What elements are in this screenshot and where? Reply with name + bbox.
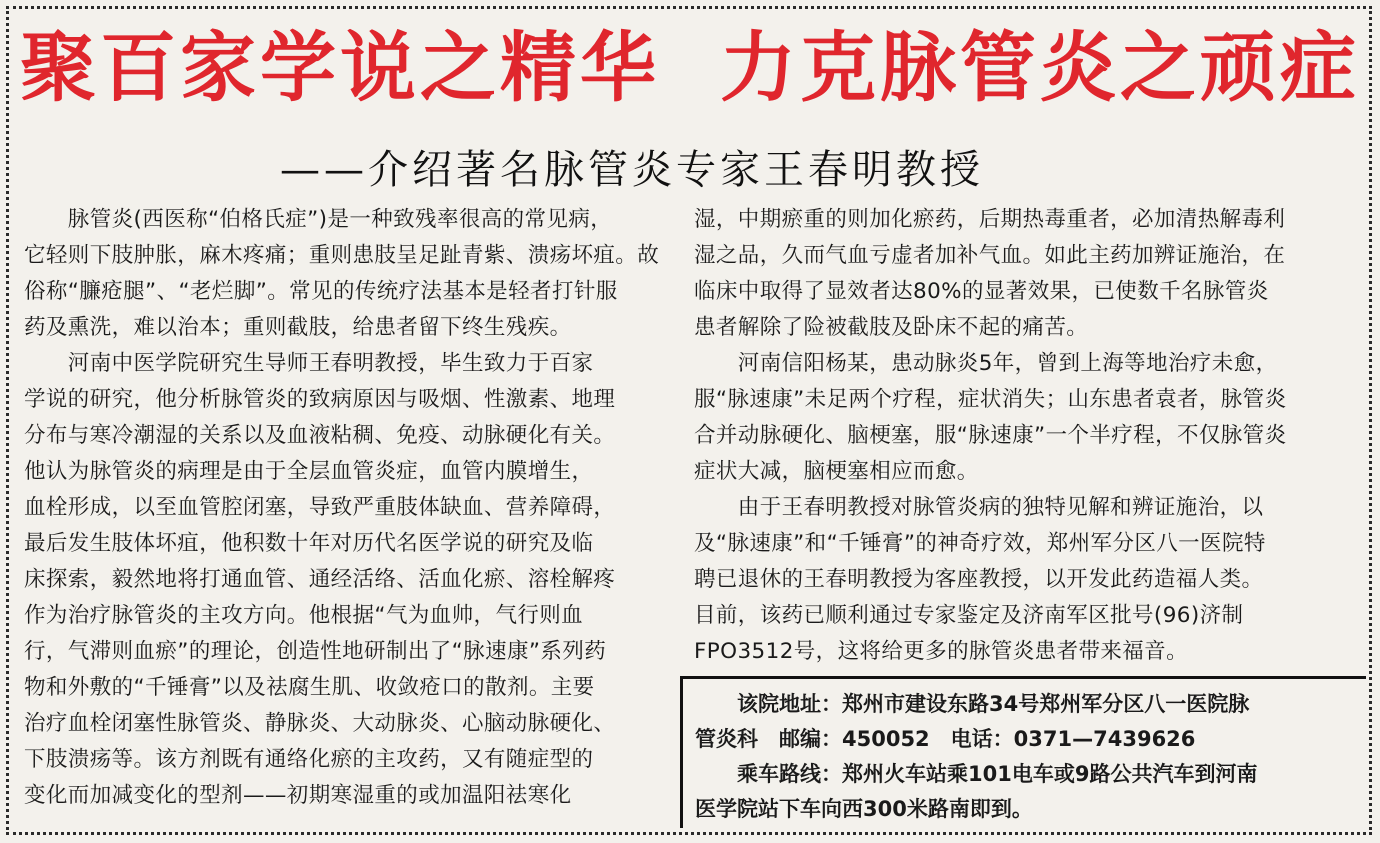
text-line: 服“脉速康”未足两个疗程，症状消失；山东患者袁者，脉管炎 xyxy=(694,387,1287,412)
text-line: 脉管炎(西医称“伯格氏症”)是一种致残率很高的常见病， xyxy=(24,207,613,232)
route-line: 乘车路线：郑州火车站乘101电车或9路公共汽车到河南 xyxy=(695,762,1258,786)
text-line: 最后发生肢体坏疽，他积数十年对历代名医学说的研究及临 xyxy=(24,531,594,556)
text-line: 下肢溃疡等。该方剂既有通络化瘀的主攻药，又有随症型的 xyxy=(24,747,594,772)
text-line: 湿之品，久而气血亏虚者加补气血。如此主药加辨证施治，在 xyxy=(694,243,1286,268)
text-line: 患者解除了险被截肢及卧床不起的痛苦。 xyxy=(694,315,1089,340)
text-line: 血栓形成，以至血管腔闭塞，导致严重肢体缺血、营养障碍， xyxy=(24,495,616,520)
headline-left: 聚百家学说之精华 xyxy=(20,23,660,112)
text-line: 分布与寒冷潮湿的关系以及血液粘稠、免疫、动脉硬化有关。 xyxy=(24,423,616,448)
text-line: 它轻则下肢肿胀，麻木疼痛；重则患肢呈足趾青紫、溃疡坏疽。故 xyxy=(24,243,660,268)
text-line: 俗称“臁疮腿”、“老烂脚”。常见的传统疗法基本是轻者打针服 xyxy=(24,279,618,304)
text-line: 由于王春明教授对脉管炎病的独特见解和辨证施治，以 xyxy=(694,495,1264,520)
text-line: 症状大减，脑梗塞相应而愈。 xyxy=(694,459,979,484)
text-line: FPO3512号，这将给更多的脉管炎患者带来福音。 xyxy=(694,639,1188,664)
text-line: 床探索，毅然地将打通血管、通经活络、活血化瘀、溶栓解疼 xyxy=(24,567,616,592)
subheadline: ——介绍著名脉管炎专家王春明教授 xyxy=(280,147,984,193)
text-line: 学说的研究，他分析脉管炎的致病原因与吸烟、性激素、地理 xyxy=(24,387,616,412)
text-line: 湿，中期瘀重的则加化瘀药，后期热毒重者，必加清热解毒利 xyxy=(694,207,1286,232)
text-line: 目前，该药已顺利通过专家鉴定及济南军区批号(96)济制 xyxy=(694,603,1244,628)
text-line: 他认为脉管炎的病理是由于全层血管炎症，血管内膜增生， xyxy=(24,459,594,484)
article-right-column xyxy=(694,202,1358,670)
text-line: 河南中医学院研究生导师王春明教授，毕生致力于百家 xyxy=(24,351,594,376)
route-line-end: 医学院站下车向西300米路南即到。 xyxy=(695,797,1033,821)
text-line: 作为治疗脉管炎的主攻方向。他根据“气为血帅，气行则血 xyxy=(24,603,584,628)
text-line: 河南信阳杨某，患动脉炎5年，曾到上海等地治疗未愈， xyxy=(694,351,1278,376)
address-line: 该院地址：郑州市建设东路34号郑州军分区八一医院脉 xyxy=(695,692,1250,716)
text-line: 物和外敷的“千锤膏”以及祛腐生肌、收敛疮口的散剂。主要 xyxy=(24,675,595,700)
text-line: 治疗血栓闭塞性脉管炎、静脉炎、大动脉炎、心脑动脉硬化、 xyxy=(24,711,616,736)
text-line: 行，气滞则血瘀”的理论，创造性地研制出了“脉速康”系列药 xyxy=(24,639,607,664)
text-line: 及“脉速康”和“千锤膏”的神奇疗效，郑州军分区八一医院特 xyxy=(694,531,1266,556)
text-line: 合并动脉硬化、脑梗塞，服“脉速康”一个半疗程，不仅脉管炎 xyxy=(694,423,1287,448)
headline-right: 力克脉管炎之顽症 xyxy=(720,23,1360,112)
hospital-address-box xyxy=(680,676,1366,828)
text-line: 药及熏洗，难以治本；重则截肢，给患者留下终生残疾。 xyxy=(24,315,572,340)
headline xyxy=(0,23,1380,112)
contact-line: 管炎科 邮编：450052 电话：0371—7439626 xyxy=(695,727,1196,751)
text-line: 聘已退休的王春明教授为客座教授，以开发此药造福人类。 xyxy=(694,567,1264,592)
article-left-column xyxy=(24,202,668,814)
text-line: 临床中取得了显效者达80%的显著效果，已使数千名脉管炎 xyxy=(694,279,1269,304)
text-line: 变化而加减变化的型剂——初期寒湿重的或加温阳祛寒化 xyxy=(24,783,572,808)
